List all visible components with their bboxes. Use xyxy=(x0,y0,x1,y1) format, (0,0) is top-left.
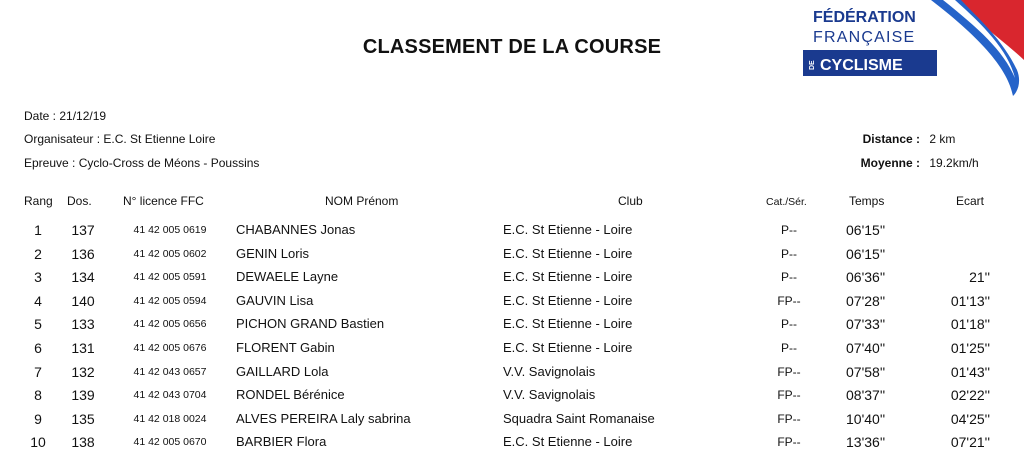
cell-dos: 138 xyxy=(71,434,95,451)
cell-rang: 3 xyxy=(34,269,42,286)
logo-line2: FRANÇAISE xyxy=(813,29,916,46)
cell-temps: 07'58'' xyxy=(846,363,886,380)
cell-licence: 41 42 005 0676 xyxy=(133,342,207,354)
cell-dos: 134 xyxy=(71,269,95,286)
cell-temps: 13'36'' xyxy=(846,434,886,451)
cell-rang: 5 xyxy=(34,316,42,333)
cell-ecart: 01'43'' xyxy=(950,363,990,380)
cell-nom: GAILLARD Lola xyxy=(236,363,329,379)
cell-ecart: 21'' xyxy=(969,269,990,286)
cell-club: V.V. Savignolais xyxy=(503,363,596,379)
cell-licence: 41 42 005 0591 xyxy=(133,271,207,284)
table-row xyxy=(0,364,1024,387)
cell-licence: 41 42 005 0602 xyxy=(133,247,207,260)
cell-licence: 41 42 005 0619 xyxy=(133,224,207,236)
cell-rang: 2 xyxy=(34,245,42,262)
cell-cat: P-- xyxy=(781,341,797,355)
distance-value: 2 km xyxy=(929,132,956,146)
cell-ecart: 01'18'' xyxy=(950,316,990,333)
logo-line3-prefix: DE xyxy=(809,60,816,70)
moyenne-label: Moyenne : xyxy=(860,156,920,170)
cell-nom: FLORENT Gabin xyxy=(236,340,335,355)
cell-cat: FP-- xyxy=(777,411,801,426)
cell-club: V.V. Savignolais xyxy=(503,387,596,403)
cell-rang: 7 xyxy=(34,363,42,380)
cell-cat: FP-- xyxy=(777,435,801,450)
cell-cat: P-- xyxy=(781,317,797,332)
cell-ecart: 01'13'' xyxy=(950,292,990,309)
cell-temps: 07'33'' xyxy=(846,316,886,333)
cell-nom: CHABANNES Jonas xyxy=(236,222,356,237)
distance-line xyxy=(820,132,955,146)
cell-club: E.C. St Etienne - Loire xyxy=(503,292,633,308)
cell-temps: 08'37'' xyxy=(846,387,886,404)
cell-licence: 41 42 005 0670 xyxy=(133,436,207,449)
cell-nom: RONDEL Bérénice xyxy=(236,387,345,403)
cell-ecart: 01'25'' xyxy=(950,340,990,356)
header-temps: Temps xyxy=(849,194,885,208)
cell-club: E.C. St Etienne - Loire xyxy=(503,340,633,355)
moyenne-line xyxy=(820,156,979,170)
cell-temps: 07'28'' xyxy=(846,292,886,309)
cell-dos: 135 xyxy=(71,410,95,427)
cell-dos: 140 xyxy=(71,292,95,309)
table-row xyxy=(0,434,1024,457)
cell-cat: P-- xyxy=(781,270,797,285)
table-row xyxy=(0,246,1024,269)
logo-line3: CYCLISME xyxy=(820,57,903,74)
cell-dos: 131 xyxy=(71,340,95,356)
cell-rang: 8 xyxy=(34,387,42,404)
header-dos: Dos. xyxy=(67,194,92,208)
distance-label: Distance : xyxy=(862,132,920,146)
cell-licence: 41 42 043 0704 xyxy=(133,389,207,402)
date-text: Date : 21/12/19 xyxy=(24,109,107,123)
cell-dos: 132 xyxy=(71,363,95,380)
cell-temps: 06'15'' xyxy=(846,222,886,238)
header-club: Club xyxy=(618,194,643,208)
cell-cat: FP-- xyxy=(777,364,801,379)
cell-nom: ALVES PEREIRA Laly sabrina xyxy=(236,410,411,426)
cell-rang: 9 xyxy=(34,410,42,427)
cell-licence: 41 42 043 0657 xyxy=(133,365,207,378)
header-ecart: Ecart xyxy=(956,194,985,208)
cell-cat: FP-- xyxy=(777,293,801,308)
cell-rang: 10 xyxy=(30,434,46,451)
header-rang: Rang xyxy=(24,194,53,208)
cell-temps: 06'36'' xyxy=(846,269,886,286)
ffc-logo xyxy=(803,0,1024,96)
table-row xyxy=(0,340,1024,363)
cell-nom: GENIN Loris xyxy=(236,245,309,261)
cell-nom: BARBIER Flora xyxy=(236,434,327,450)
cell-licence: 41 42 018 0024 xyxy=(133,412,207,425)
header-cat: Cat./Sér. xyxy=(766,196,807,208)
cell-nom: GAUVIN Lisa xyxy=(236,292,314,308)
cell-club: E.C. St Etienne - Loire xyxy=(503,316,633,332)
cell-cat: FP-- xyxy=(777,388,801,403)
organisateur-text: Organisateur : E.C. St Etienne Loire xyxy=(24,132,216,146)
cell-nom: PICHON GRAND Bastien xyxy=(236,316,385,332)
cell-ecart: 04'25'' xyxy=(950,410,990,427)
header-nom: NOM Prénom xyxy=(325,194,399,208)
epreuve-text: Epreuve : Cyclo-Cross de Méons - Poussins xyxy=(24,156,260,170)
cell-ecart: 07'21'' xyxy=(950,434,990,451)
moyenne-value: 19.2km/h xyxy=(929,156,979,170)
cell-licence: 41 42 005 0656 xyxy=(133,318,207,331)
cell-temps: 06'15'' xyxy=(846,245,886,262)
cell-cat: P-- xyxy=(781,246,797,261)
cell-rang: 4 xyxy=(34,292,42,309)
table-row xyxy=(0,411,1024,434)
cell-dos: 139 xyxy=(71,387,95,404)
table-row xyxy=(0,293,1024,316)
table-row xyxy=(0,316,1024,339)
page-title: CLASSEMENT DE LA COURSE xyxy=(362,36,662,58)
cell-dos: 137 xyxy=(71,222,95,238)
logo-line1: FÉDÉRATION xyxy=(813,9,916,26)
cell-club: E.C. St Etienne - Loire xyxy=(503,434,633,450)
table-row xyxy=(0,387,1024,410)
cell-rang: 1 xyxy=(34,222,42,238)
table-row xyxy=(0,222,1024,245)
cell-licence: 41 42 005 0594 xyxy=(133,294,207,307)
cell-club: E.C. St Etienne - Loire xyxy=(503,269,633,285)
cell-club: E.C. St Etienne - Loire xyxy=(503,245,633,261)
cell-club: E.C. St Etienne - Loire xyxy=(503,222,633,237)
cell-club: Squadra Saint Romanaise xyxy=(503,410,655,426)
cell-dos: 133 xyxy=(71,316,95,333)
cell-dos: 136 xyxy=(71,245,95,262)
cell-temps: 07'40'' xyxy=(846,340,886,356)
cell-rang: 6 xyxy=(34,340,42,356)
table-row xyxy=(0,269,1024,292)
cell-nom: DEWAELE Layne xyxy=(236,269,339,285)
cell-cat: P-- xyxy=(781,223,797,237)
cell-temps: 10'40'' xyxy=(846,410,886,427)
cell-ecart: 02'22'' xyxy=(950,387,990,404)
header-licence: N° licence FFC xyxy=(123,194,204,208)
